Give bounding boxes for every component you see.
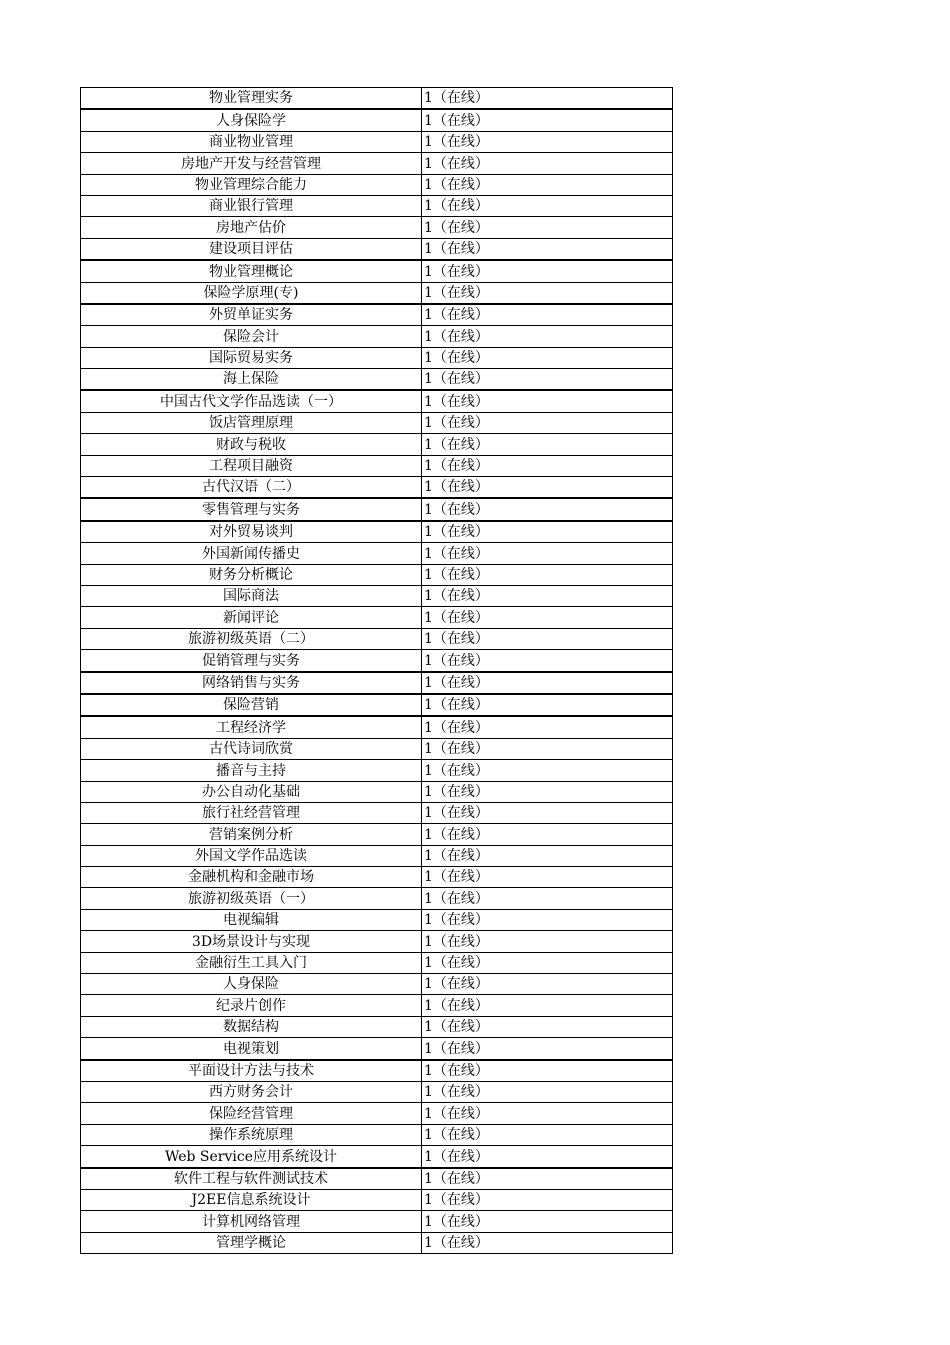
course-count-cell: 1（在线）	[422, 1211, 673, 1232]
course-name-cell: Web Service应用系统设计	[81, 1146, 422, 1168]
table-row	[81, 304, 673, 326]
course-count-cell: 1（在线）	[422, 824, 673, 845]
table-row	[81, 1103, 673, 1124]
table-row	[81, 888, 673, 909]
course-name-cell: 平面设计方法与技术	[81, 1060, 422, 1082]
course-name-cell: 保险经营管理	[81, 1103, 422, 1124]
table-row	[81, 131, 673, 152]
course-count-cell: 1（在线）	[422, 260, 673, 282]
course-name-cell: 3D场景设计与实现	[81, 931, 422, 952]
course-name-cell: 商业银行管理	[81, 195, 422, 216]
table-row	[81, 543, 673, 564]
table-row	[81, 238, 673, 260]
course-name-cell: 软件工程与软件测试技术	[81, 1168, 422, 1190]
table-row	[81, 88, 673, 110]
course-name-cell: 播音与主持	[81, 760, 422, 781]
course-name-cell: 工程项目融资	[81, 455, 422, 476]
course-count-cell: 1（在线）	[422, 1232, 673, 1253]
course-name-cell: 零售管理与实务	[81, 498, 422, 520]
course-name-cell: 中国古代文学作品选读（一）	[81, 390, 422, 412]
table-row	[81, 909, 673, 930]
course-count-cell: 1（在线）	[422, 326, 673, 347]
course-count-cell: 1（在线）	[422, 217, 673, 238]
table-row	[81, 607, 673, 628]
course-count-cell: 1（在线）	[422, 543, 673, 564]
table-row	[81, 1189, 673, 1210]
table-row	[81, 153, 673, 174]
course-count-cell: 1（在线）	[422, 109, 673, 131]
course-name-cell: 物业管理概论	[81, 260, 422, 282]
course-name-cell: 国际商法	[81, 585, 422, 606]
course-count-cell: 1（在线）	[422, 282, 673, 304]
course-name-cell: 旅游初级英语（一）	[81, 888, 422, 909]
course-name-cell: 电视编辑	[81, 909, 422, 930]
course-name-cell: 外国文学作品选读	[81, 845, 422, 866]
course-count-cell: 1（在线）	[422, 867, 673, 888]
course-count-cell: 1（在线）	[422, 195, 673, 216]
course-count-cell: 1（在线）	[422, 931, 673, 952]
table-row	[81, 931, 673, 952]
course-name-cell: 金融衍生工具入门	[81, 952, 422, 973]
course-count-cell: 1（在线）	[422, 716, 673, 738]
table-row	[81, 455, 673, 476]
course-name-cell: 操作系统原理	[81, 1124, 422, 1145]
table-row	[81, 1016, 673, 1037]
table-row	[81, 195, 673, 216]
course-count-cell: 1（在线）	[422, 888, 673, 909]
table-row	[81, 1146, 673, 1168]
course-count-cell: 1（在线）	[422, 738, 673, 759]
course-name-cell: 计算机网络管理	[81, 1211, 422, 1232]
course-count-cell: 1（在线）	[422, 1060, 673, 1082]
course-name-cell: 房地产估价	[81, 217, 422, 238]
course-count-cell: 1（在线）	[422, 369, 673, 391]
course-count-cell: 1（在线）	[422, 390, 673, 412]
course-count-cell: 1（在线）	[422, 802, 673, 823]
course-count-cell: 1（在线）	[422, 995, 673, 1016]
course-count-cell: 1（在线）	[422, 781, 673, 802]
course-name-cell: 人身保险	[81, 974, 422, 995]
course-count-cell: 1（在线）	[422, 1038, 673, 1060]
course-count-cell: 1（在线）	[422, 238, 673, 260]
table-row	[81, 781, 673, 802]
table-row	[81, 390, 673, 412]
course-name-cell: 新闻评论	[81, 607, 422, 628]
table-row	[81, 1168, 673, 1190]
table-row	[81, 498, 673, 520]
table-row	[81, 347, 673, 368]
course-name-cell: 促销管理与实务	[81, 650, 422, 672]
course-count-cell: 1（在线）	[422, 974, 673, 995]
course-count-cell: 1（在线）	[422, 88, 673, 110]
course-name-cell: 外国新闻传播史	[81, 543, 422, 564]
course-count-cell: 1（在线）	[422, 952, 673, 973]
course-count-cell: 1（在线）	[422, 585, 673, 606]
table-row	[81, 585, 673, 606]
course-count-cell: 1（在线）	[422, 347, 673, 368]
table-row	[81, 738, 673, 759]
course-count-cell: 1（在线）	[422, 153, 673, 174]
course-count-cell: 1（在线）	[422, 1016, 673, 1037]
course-count-cell: 1（在线）	[422, 564, 673, 585]
course-name-cell: 管理学概论	[81, 1232, 422, 1253]
course-count-cell: 1（在线）	[422, 521, 673, 543]
course-count-cell: 1（在线）	[422, 1103, 673, 1124]
table-row	[81, 628, 673, 649]
course-name-cell: 财务分析概论	[81, 564, 422, 585]
course-name-cell: 纪录片创作	[81, 995, 422, 1016]
course-name-cell: 古代汉语（二）	[81, 477, 422, 499]
course-count-cell: 1（在线）	[422, 628, 673, 649]
table-row	[81, 477, 673, 499]
course-name-cell: 对外贸易谈判	[81, 521, 422, 543]
course-count-cell: 1（在线）	[422, 477, 673, 499]
table-row	[81, 952, 673, 973]
table-row	[81, 716, 673, 738]
course-name-cell: 国际贸易实务	[81, 347, 422, 368]
table-row	[81, 1038, 673, 1060]
course-table-body	[81, 88, 673, 1254]
course-name-cell: J2EE信息系统设计	[81, 1189, 422, 1210]
table-row	[81, 326, 673, 347]
table-row	[81, 845, 673, 866]
table-row	[81, 109, 673, 131]
table-row	[81, 672, 673, 694]
course-count-cell: 1（在线）	[422, 498, 673, 520]
table-row	[81, 995, 673, 1016]
course-name-cell: 古代诗词欣赏	[81, 738, 422, 759]
table-row	[81, 1081, 673, 1102]
course-name-cell: 旅行社经营管理	[81, 802, 422, 823]
course-name-cell: 人身保险学	[81, 109, 422, 131]
table-row	[81, 434, 673, 455]
course-name-cell: 物业管理实务	[81, 88, 422, 110]
course-name-cell: 营销案例分析	[81, 824, 422, 845]
table-row	[81, 369, 673, 391]
course-count-cell: 1（在线）	[422, 760, 673, 781]
course-count-cell: 1（在线）	[422, 434, 673, 455]
table-row	[81, 1211, 673, 1232]
course-count-cell: 1（在线）	[422, 1124, 673, 1145]
course-name-cell: 保险营销	[81, 694, 422, 716]
course-count-cell: 1（在线）	[422, 845, 673, 866]
table-row	[81, 974, 673, 995]
course-table	[80, 87, 673, 1254]
course-name-cell: 外贸单证实务	[81, 304, 422, 326]
table-row	[81, 564, 673, 585]
course-count-cell: 1（在线）	[422, 1081, 673, 1102]
course-count-cell: 1（在线）	[422, 909, 673, 930]
table-row	[81, 412, 673, 433]
course-name-cell: 电视策划	[81, 1038, 422, 1060]
course-name-cell: 保险学原理(专)	[81, 282, 422, 304]
course-count-cell: 1（在线）	[422, 412, 673, 433]
table-row	[81, 867, 673, 888]
course-name-cell: 建设项目评估	[81, 238, 422, 260]
course-name-cell: 海上保险	[81, 369, 422, 391]
table-row	[81, 1124, 673, 1145]
course-count-cell: 1（在线）	[422, 1189, 673, 1210]
course-name-cell: 房地产开发与经营管理	[81, 153, 422, 174]
course-name-cell: 保险会计	[81, 326, 422, 347]
table-row	[81, 1232, 673, 1253]
table-row	[81, 824, 673, 845]
course-count-cell: 1（在线）	[422, 455, 673, 476]
course-count-cell: 1（在线）	[422, 1168, 673, 1190]
course-count-cell: 1（在线）	[422, 131, 673, 152]
table-row	[81, 521, 673, 543]
course-name-cell: 金融机构和金融市场	[81, 867, 422, 888]
course-name-cell: 财政与税收	[81, 434, 422, 455]
table-row	[81, 282, 673, 304]
table-row	[81, 802, 673, 823]
table-row	[81, 760, 673, 781]
course-name-cell: 商业物业管理	[81, 131, 422, 152]
course-count-cell: 1（在线）	[422, 650, 673, 672]
course-count-cell: 1（在线）	[422, 304, 673, 326]
course-count-cell: 1（在线）	[422, 694, 673, 716]
course-name-cell: 网络销售与实务	[81, 672, 422, 694]
course-name-cell: 物业管理综合能力	[81, 174, 422, 195]
course-count-cell: 1（在线）	[422, 1146, 673, 1168]
table-row	[81, 694, 673, 716]
table-row	[81, 650, 673, 672]
table-row	[81, 174, 673, 195]
course-count-cell: 1（在线）	[422, 607, 673, 628]
course-name-cell: 数据结构	[81, 1016, 422, 1037]
table-row	[81, 217, 673, 238]
course-count-cell: 1（在线）	[422, 174, 673, 195]
course-name-cell: 办公自动化基础	[81, 781, 422, 802]
course-name-cell: 饭店管理原理	[81, 412, 422, 433]
course-name-cell: 工程经济学	[81, 716, 422, 738]
table-row	[81, 260, 673, 282]
course-name-cell: 西方财务会计	[81, 1081, 422, 1102]
course-name-cell: 旅游初级英语（二）	[81, 628, 422, 649]
course-count-cell: 1（在线）	[422, 672, 673, 694]
table-row	[81, 1060, 673, 1082]
